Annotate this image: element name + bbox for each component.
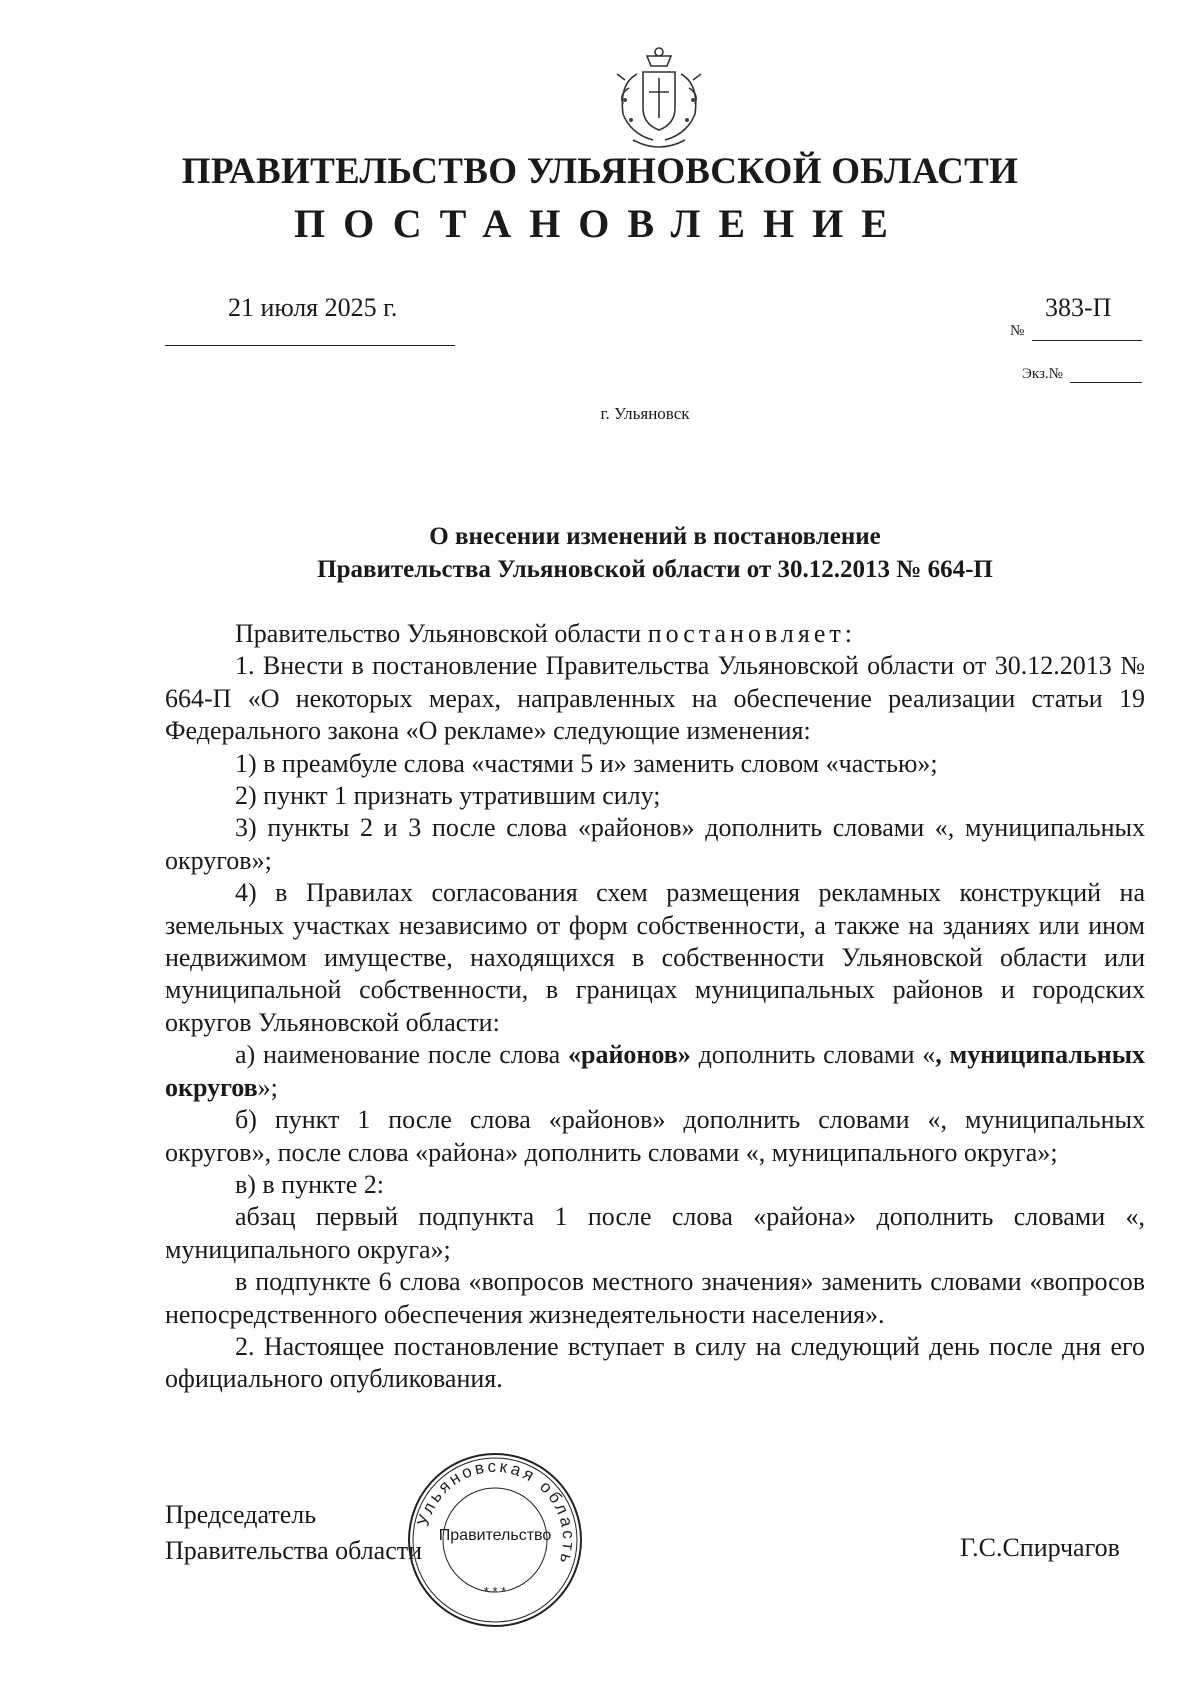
seal-stars: * * * [483,1584,507,1599]
clause-1-4-c: в) в пункте 2: [235,1169,384,1199]
organization-title: ПРАВИТЕЛЬСТВО УЛЬЯНОВСКОЙ ОБЛАСТИ [181,151,1019,192]
clause-1-4-a-end: »; [257,1072,278,1102]
clause-1-1: 1) в преамбуле слова «частями 5 и» заменить словом «частью»; [235,748,938,778]
clause-1-4-c-2: в подпункте 6 слова «вопросов местного значения» заменить словами «вопросов непосредственного обеспечения жизнедеятельности населения». [165,1267,1145,1329]
svg-text:Ульяновская область [413,1457,578,1568]
coat-of-arms-icon [603,44,715,156]
clause-1-4-b: б) пункт 1 после слова «районов» дополнить словами «, муниципальных округов», после слова «района» дополнить словами «, муниципального округа»; [165,1105,1145,1167]
clause-1-4-a-words: , муниципальных округов [165,1040,1145,1102]
clause-1-3: 3) пункты 2 и 3 после слова «районов» дополнить словами «, муниципальных округов»; [165,813,1145,875]
clause-1-4-a [165,1039,1145,1104]
signatory-title-line-1: Председатель [165,1500,317,1529]
seal-center-text: Правительство [438,1527,552,1544]
copy-number-underline [1070,382,1142,383]
number-underline [1032,340,1142,341]
subject-line-1: О внесении изменений в постановление [429,523,881,550]
seal-ring-text: Ульяновская область [413,1456,579,1569]
clause-2: 2. Настоящее постановление вступает в силу на следующий день после дня его официального опубликования. [165,1331,1145,1394]
document-type: ПОСТАНОВЛЕНИЕ [294,201,906,246]
subject-line-2: Правительства Ульяновской области от 30.12.2013 № 664-П [317,556,993,583]
date-underline [165,345,455,346]
clause-1-4-a-word: «районов» [567,1040,691,1070]
clause-1-4-a-mid: дополнить словами « [690,1040,936,1070]
clause-1-2: 2) пункт 1 признать утратившим силу; [235,781,661,811]
number-label: № [1010,323,1025,339]
document-body [165,618,1145,1396]
city: г. Ульяновск [600,404,690,423]
clause-1-4-c-1: абзац первый подпункта 1 после слова «района» дополнить словами «, муниципального округа»; [165,1202,1145,1264]
preamble [165,618,1145,650]
preamble-verb: постановляет: [647,619,856,648]
document-number: 383-П [1045,293,1112,322]
signatory-title-line-2: Правительства области [165,1536,423,1565]
clause-1-4-a-start: а) наименование после слова [235,1040,561,1070]
clause-1-4: 4) в Правилах согласования схем размещения рекламных конструкций на земельных участках независимо от форм собственности, а также на зданиях или ином недвижимом имуществе, находящихся в собственности Ульяновской области или муниципальной собственности, в границах муниципальных районов и городских округов Ульяновской области: [165,878,1145,1037]
preamble-subject: Правительство Ульяновской области [235,619,642,648]
copy-number-label: Экз.№ [1022,366,1063,382]
document-date: 21 июля 2025 г. [228,293,398,322]
signatory-name: Г.С.Спирчагов [960,1533,1120,1562]
clause-1: 1. Внести в постановление Правительства Ульяновской области от 30.12.2013 № 664-П «О некоторых мерах, направленных на обеспечение реализации статьи 19 Федерального закона «О рекламе» следующие изменения: [165,651,1145,746]
signatory-title [165,1497,422,1569]
document-subject [165,520,1145,586]
